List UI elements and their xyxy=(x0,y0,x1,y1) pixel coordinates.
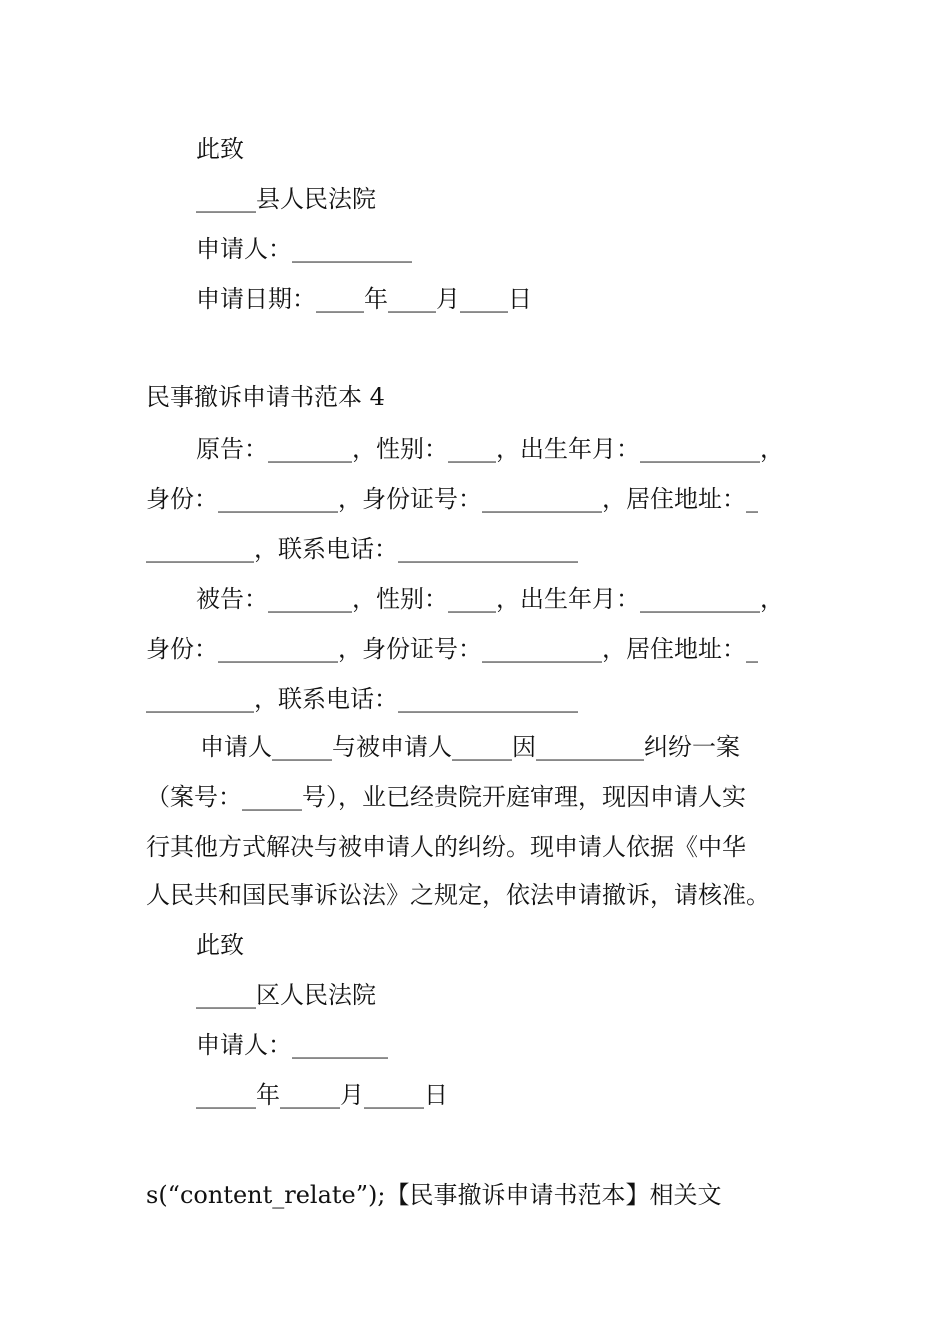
applicant-line-1: 申请人：__________ xyxy=(196,235,412,263)
body-line-1: 申请人_____与被申请人_____因_________纠纷一案 xyxy=(200,733,740,761)
date-line-2: _____年_____月_____日 xyxy=(196,1081,448,1109)
body-line-4: 人民共和国民事诉讼法》之规定，依法申请撤诉，请核准。 xyxy=(146,881,770,909)
body-line-3: 行其他方式解决与被申请人的纠纷。现申请人依据《中华 xyxy=(146,833,746,861)
salutation-2: 此致 xyxy=(196,931,244,959)
related-articles-line: s(“content_relate”);【民事撤诉申请书范本】相关文 xyxy=(146,1181,722,1209)
court-line-2: _____区人民法院 xyxy=(196,981,376,1009)
salutation-1: 此致 xyxy=(196,135,244,163)
defendant-line-1: 被告：_______，性别：____，出生年月：__________， xyxy=(196,585,784,613)
plaintiff-line-3: _________，联系电话：_______________ xyxy=(146,535,578,563)
sample-4-heading: 民事撤诉申请书范本 4 xyxy=(146,383,385,411)
defendant-line-2: 身份：__________，身份证号：__________，居住地址：_ xyxy=(146,635,758,663)
plaintiff-line-1: 原告：_______，性别：____，出生年月：__________， xyxy=(196,435,784,463)
plaintiff-line-2: 身份：__________，身份证号：__________，居住地址：_ xyxy=(146,485,758,513)
court-line-1: _____县人民法院 xyxy=(196,185,376,213)
date-line-1: 申请日期：____年____月____日 xyxy=(196,285,532,313)
applicant-line-2: 申请人：________ xyxy=(196,1031,388,1059)
defendant-line-3: _________，联系电话：_______________ xyxy=(146,685,578,713)
body-line-2: （案号：_____号），业已经贵院开庭审理，现因申请人实 xyxy=(146,783,746,811)
